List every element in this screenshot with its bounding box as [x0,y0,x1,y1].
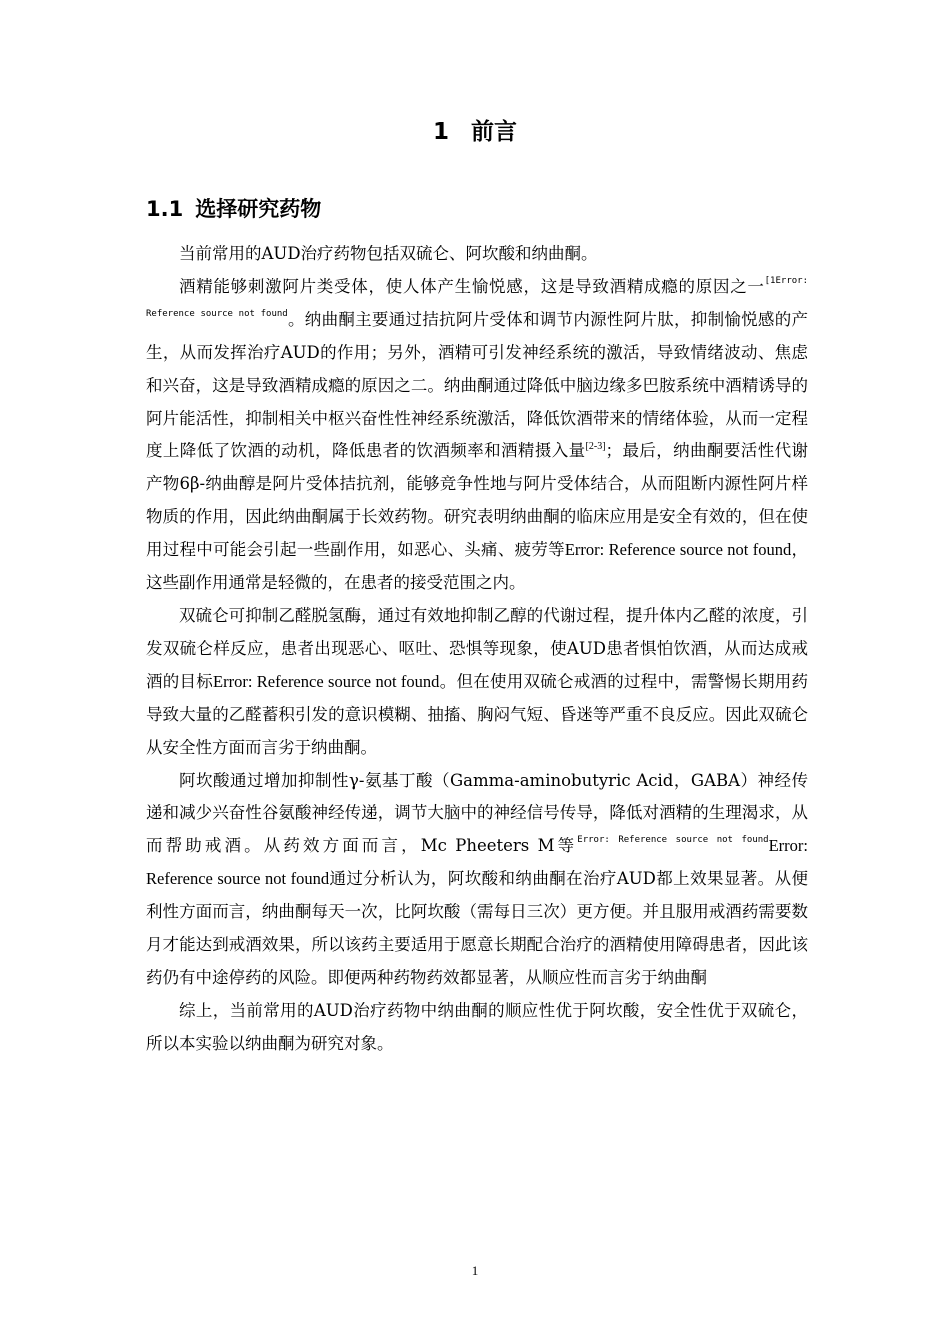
page-number: 1 [471,1263,479,1278]
paragraph-text: ，这些副作用通常是轻微的，在患者的接受范围之内。 [146,540,809,593]
reference-error: Error: Reference source not found [146,836,808,889]
reference-error: Error: Reference source not found [213,671,440,691]
body-text [146,238,808,1061]
section-number: 1.1 [146,197,184,221]
paragraph-text: 通过分析认为，阿坎酸和纳曲酮在治疗AUD都上效果显著。从便利性方面而言，纳曲酮每天一次，比阿坎酸（需每日三次）更方便。并且服用戒酒药需要数月才能达到戒酒效果，所以该药主要适用于愿意长期配合治疗的酒精使用障碍患者，因此该药仍有中途停药的风险。即便两种药物药效都显著，从顺应性而言劣于纳曲酮 [146,869,808,987]
citation-superscript: Error: Reference source not found [577,835,769,846]
paragraph-text: 阿坎酸通过增加抑制性γ-氨基丁酸（Gamma-aminobutyric Acid，GABA）神经传递和减少兴奋性谷氨酸神经传递，调节大脑中的神经信号传导，降低对酒精的生理渴求，从而帮助戒酒。从药效方面而言，Mc Pheeters M等 [146,770,808,856]
paragraph-text: 双硫仑可抑制乙醛脱氢酶，通过有效地抑制乙醇的代谢过程，提升体内乙醛的浓度，引发双硫仑样反应，患者出现恶心、呕吐、恐惧等现象，使AUD患者惧怕饮酒，从而达成戒酒的目标 [146,605,808,691]
section-heading [146,193,321,225]
paragraph-naltrexone [146,271,808,600]
citation-superscript: [1Error: Reference source not found [146,275,808,319]
paragraph-conclusion [146,995,808,1061]
paragraph-text: ；最后，纳曲酮要活性代谢产物6β-纳曲醇是阿片受体拮抗剂，能够竞争性地与阿片受体结合，从而阻断内源性阿片样物质的作用，因此纳曲酮属于长效药物。研究表明纳曲酮的临床应用是安全有效的，但在使用过程中可能会引起一些副作用，如恶心、头痛、疲劳等 [146,441,809,560]
paragraph-disulfiram [146,600,808,765]
paragraph-text: 酒精能够刺激阿片类受体，使人体产生愉悦感，这是导致酒精成瘾的原因之一 [179,276,765,296]
reference-error: Error: Reference source not found [564,540,792,560]
paragraph-text: 当前常用的AUD治疗药物包括双硫仑、阿坎酸和纳曲酮。 [179,244,598,263]
paragraph-acamprosate [146,765,808,995]
paragraph-text: 。但在使用双硫仑戒酒的过程中，需警惕长期用药导致大量的乙醛蓄积引发的意识模糊、抽搐、胸闷气短、昏迷等严重不良反应。因此双硫仑从安全性方面而言劣于纳曲酮。 [146,671,809,757]
chapter-title: 前言 [471,119,517,145]
chapter-number: 1 [432,119,449,145]
citation-superscript: [2-3] [585,441,606,453]
paragraph-text: 综上，当前常用的AUD治疗药物中纳曲酮的顺应性优于阿坎酸，安全性优于双硫仑，所以本实验以纳曲酮为研究对象。 [146,1000,808,1053]
chapter-heading [0,114,950,150]
section-title: 选择研究药物 [195,197,322,221]
paragraph-text: 。纳曲酮主要通过拮抗阿片受体和调节内源性阿片肽，抑制愉悦感的产生，从而发挥治疗AUD的作用；另外，酒精可引发神经系统的激活，导致情绪波动、焦虑和兴奋，这是导致酒精成瘾的原因之二。纳曲酮通过降低中脑边缘多巴胺系统中酒精诱导的阿片能活性，抑制相关中枢兴奋性性神经系统激活，降低饮酒带来的情绪体验，从而一定程度上降低了饮酒的动机，降低患者的饮酒频率和酒精摄入量 [146,309,808,461]
paragraph-intro [146,238,808,271]
